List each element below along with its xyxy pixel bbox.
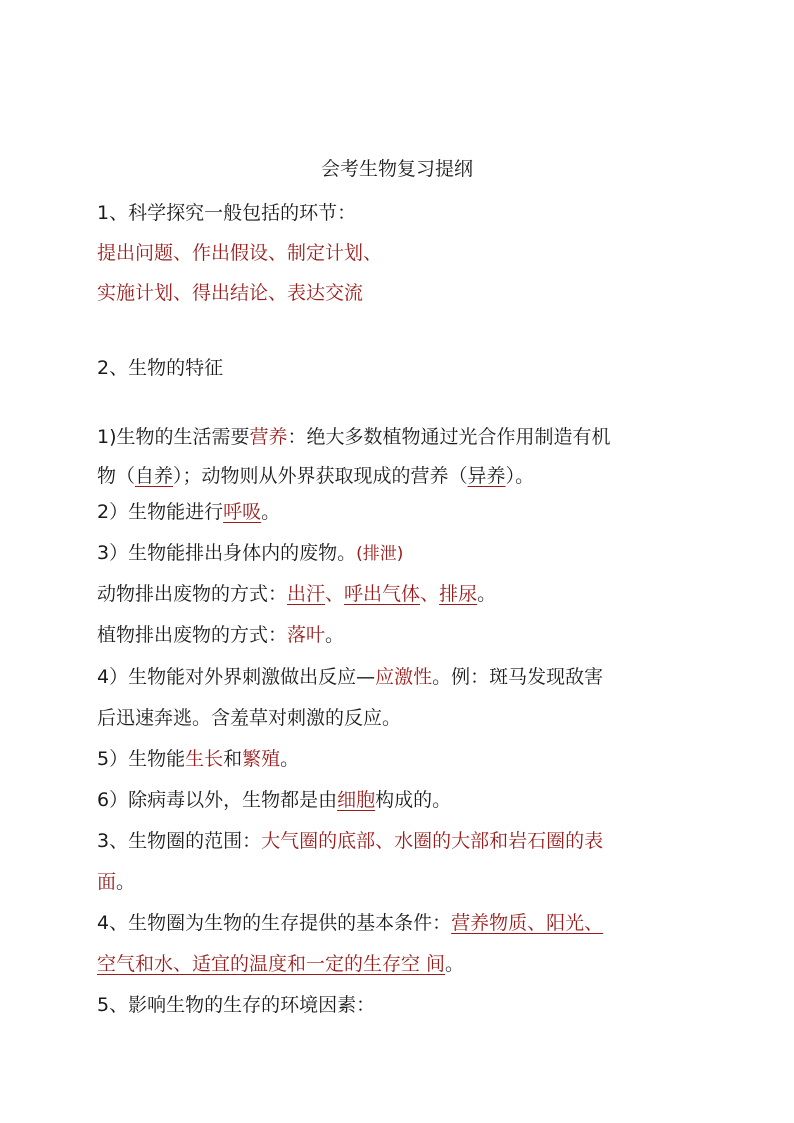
text: 。: [445, 953, 465, 975]
text: 。: [325, 624, 345, 646]
feature-3: [97, 540, 403, 567]
highlight: (排泄): [356, 544, 404, 564]
feature-4-line-1: [97, 664, 603, 690]
text: ：绝大多数植物通过光合作用制造有机: [287, 426, 611, 448]
highlight: 空气和水、适宜的温度和一定的生存空 间: [97, 953, 446, 975]
text: 2）生物能进行: [97, 501, 224, 523]
section-3-line-1: [97, 828, 603, 854]
highlight: 细胞: [337, 789, 376, 811]
section-3-line-2: [97, 869, 135, 895]
highlight: 自养: [135, 465, 174, 487]
text: 。: [280, 748, 300, 770]
separator: 、: [325, 583, 345, 605]
highlight: 营养: [249, 426, 288, 448]
section-4-line-1: [97, 910, 603, 936]
text: 植物排出废物的方式：: [97, 624, 288, 646]
feature-3-animals: [97, 581, 496, 607]
feature-2: [97, 499, 280, 525]
separator: 、: [420, 583, 440, 605]
text: 1)生物的生活需要: [97, 426, 250, 448]
text: 。: [116, 871, 136, 893]
highlight: 落叶: [287, 624, 326, 646]
feature-1-line-2: [97, 463, 534, 489]
section-5-heading: 5、影响生物的生存的环境因素：: [97, 994, 376, 1016]
feature-3-plants: [97, 622, 344, 648]
highlight: 异养: [467, 465, 506, 487]
feature-4-line-2: 后迅速奔逃。含羞草对刺激的反应。: [97, 707, 402, 729]
highlight: 呼出气体: [344, 583, 421, 605]
text: 6）除病毒以外，生物都是由: [97, 789, 338, 811]
text: ）。: [505, 465, 535, 487]
text: 3）生物能排出身体内的废物。: [97, 542, 357, 564]
text: 4、生物圈为生物的生存提供的基本条件：: [97, 912, 452, 934]
feature-1-line-1: [97, 424, 611, 450]
text: 。例：斑马发现敌害: [432, 666, 604, 688]
highlight: 大气圈的底部、水圈的大部和岩石圈的表: [261, 830, 604, 852]
text: 。: [261, 501, 281, 523]
text: 和: [223, 748, 243, 770]
page-title: 会考生物复习提纲: [320, 158, 473, 180]
highlight: 出汗: [287, 583, 326, 605]
highlight: 面: [97, 871, 117, 893]
highlight: 应激性: [375, 666, 433, 688]
feature-6: [97, 787, 451, 813]
text: 物（: [97, 465, 136, 487]
section-1-heading: 1、科学探究一般包括的环节：: [97, 202, 357, 224]
highlight: 呼吸: [223, 501, 262, 523]
section-4-line-2: [97, 951, 464, 977]
section-1-line-2: 实施计划、得出结论、表达交流: [97, 282, 364, 304]
highlight: 生长: [185, 748, 224, 770]
section-1-line-1: 提出问题、作出假设、制定计划、: [97, 242, 383, 264]
feature-5: [97, 746, 299, 772]
text: 动物排出废物的方式：: [97, 583, 288, 605]
text: 5）生物能: [97, 748, 186, 770]
text: 4）生物能对外界刺激做出反应—: [97, 666, 376, 688]
section-2-heading: 2、生物的特征: [97, 357, 224, 379]
text: 构成的。: [375, 789, 452, 811]
text: 。: [477, 583, 497, 605]
text: ）；动物则从外界获取现成的营养（: [173, 465, 468, 487]
text: 3、生物圈的范围：: [97, 830, 262, 852]
highlight: 营养物质、阳光、: [451, 912, 604, 934]
highlight: 繁殖: [242, 748, 281, 770]
highlight: 排尿: [439, 583, 478, 605]
